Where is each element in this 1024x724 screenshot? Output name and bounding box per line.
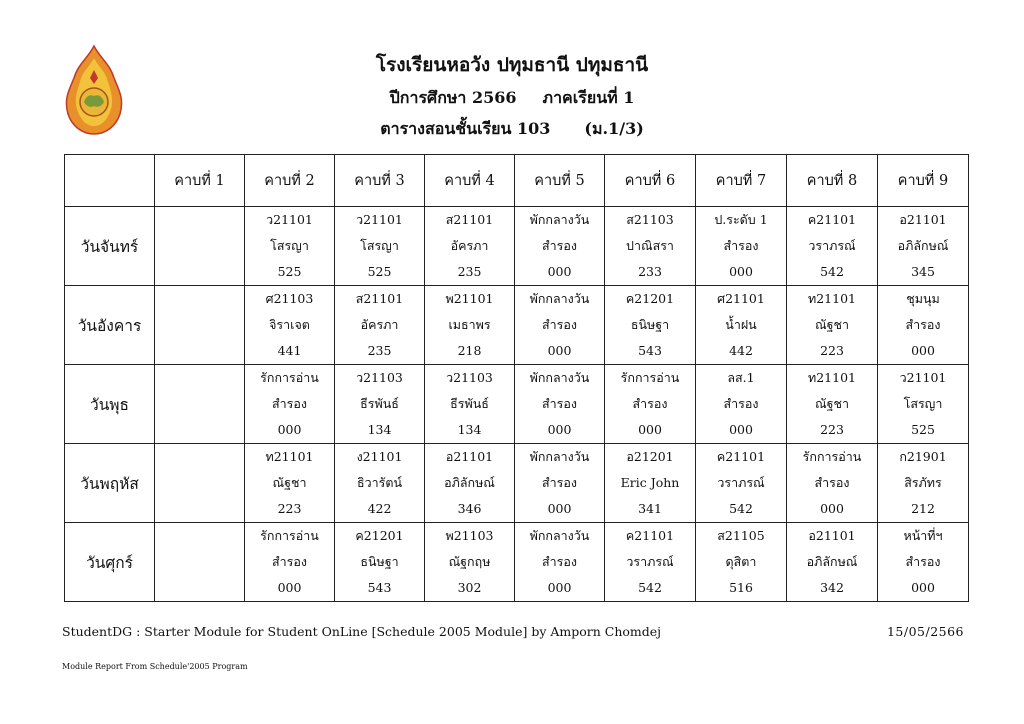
period-cell <box>335 523 425 602</box>
subject-code: ป.ระดับ 1 <box>714 212 768 227</box>
subject-code: พ21101 <box>445 291 494 306</box>
table-row <box>65 207 969 286</box>
teacher-name: อภิลักษณ์ <box>806 554 858 569</box>
period-cell <box>515 523 605 602</box>
teacher-name: วราภรณ์ <box>717 475 765 490</box>
academic-year: ปีการศึกษา 2566 <box>389 88 517 107</box>
period-cell <box>696 286 787 365</box>
subject-code: ส21103 <box>626 212 674 227</box>
room-number: 000 <box>729 264 753 279</box>
period-cell <box>787 207 878 286</box>
teacher-name: สำรอง <box>542 238 577 253</box>
teacher-name: สำรอง <box>272 554 307 569</box>
subject-code <box>155 365 244 391</box>
room-number: 000 <box>277 580 302 595</box>
room-number: 543 <box>638 343 662 358</box>
period-header: คาบที่ 9 <box>878 155 969 207</box>
subject-code <box>155 207 244 233</box>
room-number: 542 <box>820 264 844 279</box>
period-cell <box>515 286 605 365</box>
teacher-name <box>155 549 244 575</box>
subject-code: ว21101 <box>266 212 313 227</box>
period-cell <box>605 286 696 365</box>
room-number <box>155 575 244 601</box>
day-label: วันพุธ <box>65 365 155 444</box>
subject-code: รักการอ่าน <box>620 370 680 385</box>
period-cell <box>605 207 696 286</box>
period-cell <box>155 207 245 286</box>
room-number: 000 <box>729 422 753 437</box>
period-cell <box>425 207 515 286</box>
room-number: 223 <box>820 422 844 437</box>
teacher-name: สิรภัทร <box>904 475 942 490</box>
subject-code: รักการอ่าน <box>260 528 319 543</box>
teacher-name: วราภรณ์ <box>626 554 674 569</box>
teacher-name: ณัฐชา <box>815 317 849 332</box>
subject-code: ท21101 <box>265 449 314 464</box>
day-label: วันพฤหัส <box>65 444 155 523</box>
subject-code: อ21201 <box>626 449 674 464</box>
period-cell <box>155 444 245 523</box>
room-number <box>155 496 244 522</box>
period-cell <box>605 444 696 523</box>
teacher-name: สำรอง <box>542 475 577 490</box>
room-number: 542 <box>729 501 753 516</box>
period-cell <box>335 444 425 523</box>
period-cell <box>787 444 878 523</box>
subject-code: หน้าที่ฯ <box>903 528 943 543</box>
room-number <box>155 259 244 285</box>
teacher-name: Eric John <box>620 475 680 490</box>
table-row <box>65 286 969 365</box>
subject-code: พักกลางวัน <box>529 370 590 385</box>
period-cell <box>696 523 787 602</box>
subject-code: พักกลางวัน <box>529 291 590 306</box>
period-cell <box>696 365 787 444</box>
period-header: คาบที่ 1 <box>155 155 245 207</box>
room-number: 525 <box>367 264 392 279</box>
room-number: 235 <box>457 264 482 279</box>
period-cell <box>878 523 969 602</box>
period-header: คาบที่ 5 <box>515 155 605 207</box>
period-header: คาบที่ 7 <box>696 155 787 207</box>
period-header: คาบที่ 4 <box>425 155 515 207</box>
room-number <box>155 417 244 443</box>
subject-code: พ21103 <box>445 528 494 543</box>
subject-code: ค21101 <box>807 212 857 227</box>
footer-date: 15/05/2566 <box>886 624 964 639</box>
subject-code: อ21101 <box>899 212 947 227</box>
period-header: คาบที่ 6 <box>605 155 696 207</box>
teacher-name: สำรอง <box>723 396 759 411</box>
academic-year-line <box>0 86 1024 111</box>
period-cell <box>425 365 515 444</box>
day-label: วันจันทร์ <box>65 207 155 286</box>
period-cell <box>245 523 335 602</box>
room-number: 525 <box>911 422 935 437</box>
subject-code: พักกลางวัน <box>529 212 590 227</box>
teacher-name: วราภรณ์ <box>808 238 856 253</box>
room-number: 345 <box>911 264 935 279</box>
period-header: คาบที่ 2 <box>245 155 335 207</box>
subject-code: ว21101 <box>899 370 947 385</box>
room-number: 223 <box>820 343 844 358</box>
period-cell <box>155 286 245 365</box>
room-number: 233 <box>638 264 662 279</box>
teacher-name: โสรญา <box>903 396 943 411</box>
schedule-title: ตารางสอนชั้นเรียน 103 <box>380 119 551 138</box>
period-cell <box>787 523 878 602</box>
period-cell <box>335 286 425 365</box>
teacher-name: อภิลักษณ์ <box>897 238 949 253</box>
room-number: 000 <box>547 501 572 516</box>
subject-code: ค21101 <box>716 449 766 464</box>
room-number: 000 <box>820 501 844 516</box>
header-row <box>65 155 969 207</box>
subject-code: ว21103 <box>446 370 493 385</box>
room-number: 000 <box>277 422 302 437</box>
period-cell <box>515 444 605 523</box>
period-cell <box>245 444 335 523</box>
teacher-name: ธิวารัตน์ <box>356 475 403 490</box>
subject-code <box>155 286 244 312</box>
room-number: 000 <box>547 422 572 437</box>
class-label: (ม.1/3) <box>584 119 644 138</box>
schedule-title-line <box>0 117 1024 142</box>
room-number: 223 <box>277 501 302 516</box>
period-cell <box>878 286 969 365</box>
teacher-name: ธีรพันธ์ <box>360 396 399 411</box>
subject-code: ท21101 <box>807 291 856 306</box>
subject-code: รักการอ่าน <box>260 370 319 385</box>
day-label: วันศุกร์ <box>65 523 155 602</box>
teacher-name: สำรอง <box>542 554 577 569</box>
subject-code: ศ21101 <box>717 291 765 306</box>
teacher-name: สำรอง <box>542 317 577 332</box>
room-number: 342 <box>820 580 844 595</box>
teacher-name <box>155 391 244 417</box>
table-row <box>65 365 969 444</box>
teacher-name: เมธาพร <box>448 317 491 332</box>
teacher-name: สำรอง <box>814 475 850 490</box>
teacher-name: สำรอง <box>542 396 577 411</box>
table-row <box>65 444 969 523</box>
room-number: 000 <box>638 422 662 437</box>
teacher-name <box>155 233 244 259</box>
subject-code: ค21201 <box>625 291 675 306</box>
room-number: 525 <box>277 264 302 279</box>
period-cell <box>155 365 245 444</box>
subject-code: ชุมนุม <box>906 291 940 306</box>
room-number: 000 <box>911 343 935 358</box>
subject-code: ส21101 <box>355 291 404 306</box>
room-number: 441 <box>277 343 302 358</box>
period-cell <box>515 365 605 444</box>
subject-code: อ21101 <box>445 449 494 464</box>
period-cell <box>696 207 787 286</box>
teacher-name: ปาณิสรา <box>626 238 674 253</box>
teacher-name: สำรอง <box>905 317 941 332</box>
timetable <box>64 154 969 602</box>
subject-code: ส21105 <box>717 528 765 543</box>
room-number: 442 <box>729 343 753 358</box>
period-cell <box>425 286 515 365</box>
corner-cell <box>65 155 155 207</box>
footer-note: Module Report From Schedule'2005 Program <box>62 662 248 671</box>
period-header: คาบที่ 3 <box>335 155 425 207</box>
footer-credit: StudentDG : Starter Module for Student OnLine [Schedule 2005 Module] by Amporn Chomdej <box>62 624 662 639</box>
day-label: วันอังคาร <box>65 286 155 365</box>
period-cell <box>245 286 335 365</box>
table-row <box>65 523 969 602</box>
teacher-name: อภิลักษณ์ <box>444 475 495 490</box>
period-cell <box>878 207 969 286</box>
school-name: โรงเรียนหอวัง ปทุมธานี ปทุมธานี <box>375 54 649 76</box>
subject-code: พักกลางวัน <box>529 528 590 543</box>
period-cell <box>878 365 969 444</box>
subject-code: ค21201 <box>355 528 404 543</box>
room-number: 000 <box>547 343 572 358</box>
subject-code: ง21101 <box>356 449 403 464</box>
teacher-name <box>155 312 244 338</box>
room-number: 000 <box>547 264 572 279</box>
room-number: 516 <box>729 580 753 595</box>
period-cell <box>425 523 515 602</box>
subject-code <box>155 523 244 549</box>
teacher-name: ณัฐชา <box>815 396 849 411</box>
subject-code: ก21901 <box>899 449 947 464</box>
period-cell <box>425 444 515 523</box>
teacher-name: สำรอง <box>905 554 941 569</box>
timetable-body <box>65 207 969 602</box>
period-cell <box>878 444 969 523</box>
teacher-name: ณัฐกฤษ <box>448 554 491 569</box>
teacher-name: โสรญา <box>270 238 309 253</box>
period-cell <box>605 365 696 444</box>
subject-code: พักกลางวัน <box>529 449 590 464</box>
teacher-name: อัครภา <box>450 238 489 253</box>
teacher-name: อัครภา <box>360 317 399 332</box>
subject-code: ท21101 <box>807 370 856 385</box>
room-number: 212 <box>911 501 935 516</box>
teacher-name: สำรอง <box>272 396 307 411</box>
room-number: 346 <box>457 501 482 516</box>
semester: ภาคเรียนที่ 1 <box>542 88 635 107</box>
teacher-name: ธนิษฐา <box>360 554 399 569</box>
period-cell <box>696 444 787 523</box>
room-number: 302 <box>457 580 482 595</box>
subject-code: รักการอ่าน <box>802 449 862 464</box>
period-cell <box>245 207 335 286</box>
period-cell <box>787 365 878 444</box>
subject-code: ว21103 <box>356 370 403 385</box>
room-number: 000 <box>911 580 935 595</box>
teacher-name: ธีรพันธ์ <box>450 396 489 411</box>
room-number <box>155 338 244 364</box>
room-number: 000 <box>547 580 572 595</box>
room-number: 134 <box>457 422 482 437</box>
subject-code: ส21101 <box>445 212 494 227</box>
subject-code: ศ21103 <box>265 291 314 306</box>
teacher-name: สำรอง <box>723 238 759 253</box>
subject-code <box>155 444 244 470</box>
teacher-name: โสรญา <box>360 238 399 253</box>
subject-code: ลส.1 <box>727 370 755 385</box>
teacher-name: สำรอง <box>632 396 668 411</box>
teacher-name <box>155 470 244 496</box>
period-cell <box>787 286 878 365</box>
teacher-name: ธนิษฐา <box>630 317 670 332</box>
room-number: 542 <box>638 580 662 595</box>
period-cell <box>605 523 696 602</box>
subject-code: อ21101 <box>808 528 856 543</box>
period-cell <box>335 207 425 286</box>
room-number: 543 <box>367 580 392 595</box>
subject-code: ว21101 <box>356 212 403 227</box>
room-number: 218 <box>457 343 482 358</box>
room-number: 235 <box>367 343 392 358</box>
period-header: คาบที่ 8 <box>787 155 878 207</box>
period-cell <box>515 207 605 286</box>
period-cell <box>335 365 425 444</box>
period-cell <box>245 365 335 444</box>
period-cell <box>155 523 245 602</box>
teacher-name: ณัฐชา <box>272 475 307 490</box>
room-number: 341 <box>638 501 662 516</box>
room-number: 422 <box>367 501 392 516</box>
teacher-name: ดุสิตา <box>725 554 757 569</box>
room-number: 134 <box>367 422 392 437</box>
teacher-name: จิราเจต <box>269 317 310 332</box>
teacher-name: น้ำฝน <box>725 317 757 332</box>
subject-code: ค21101 <box>625 528 675 543</box>
